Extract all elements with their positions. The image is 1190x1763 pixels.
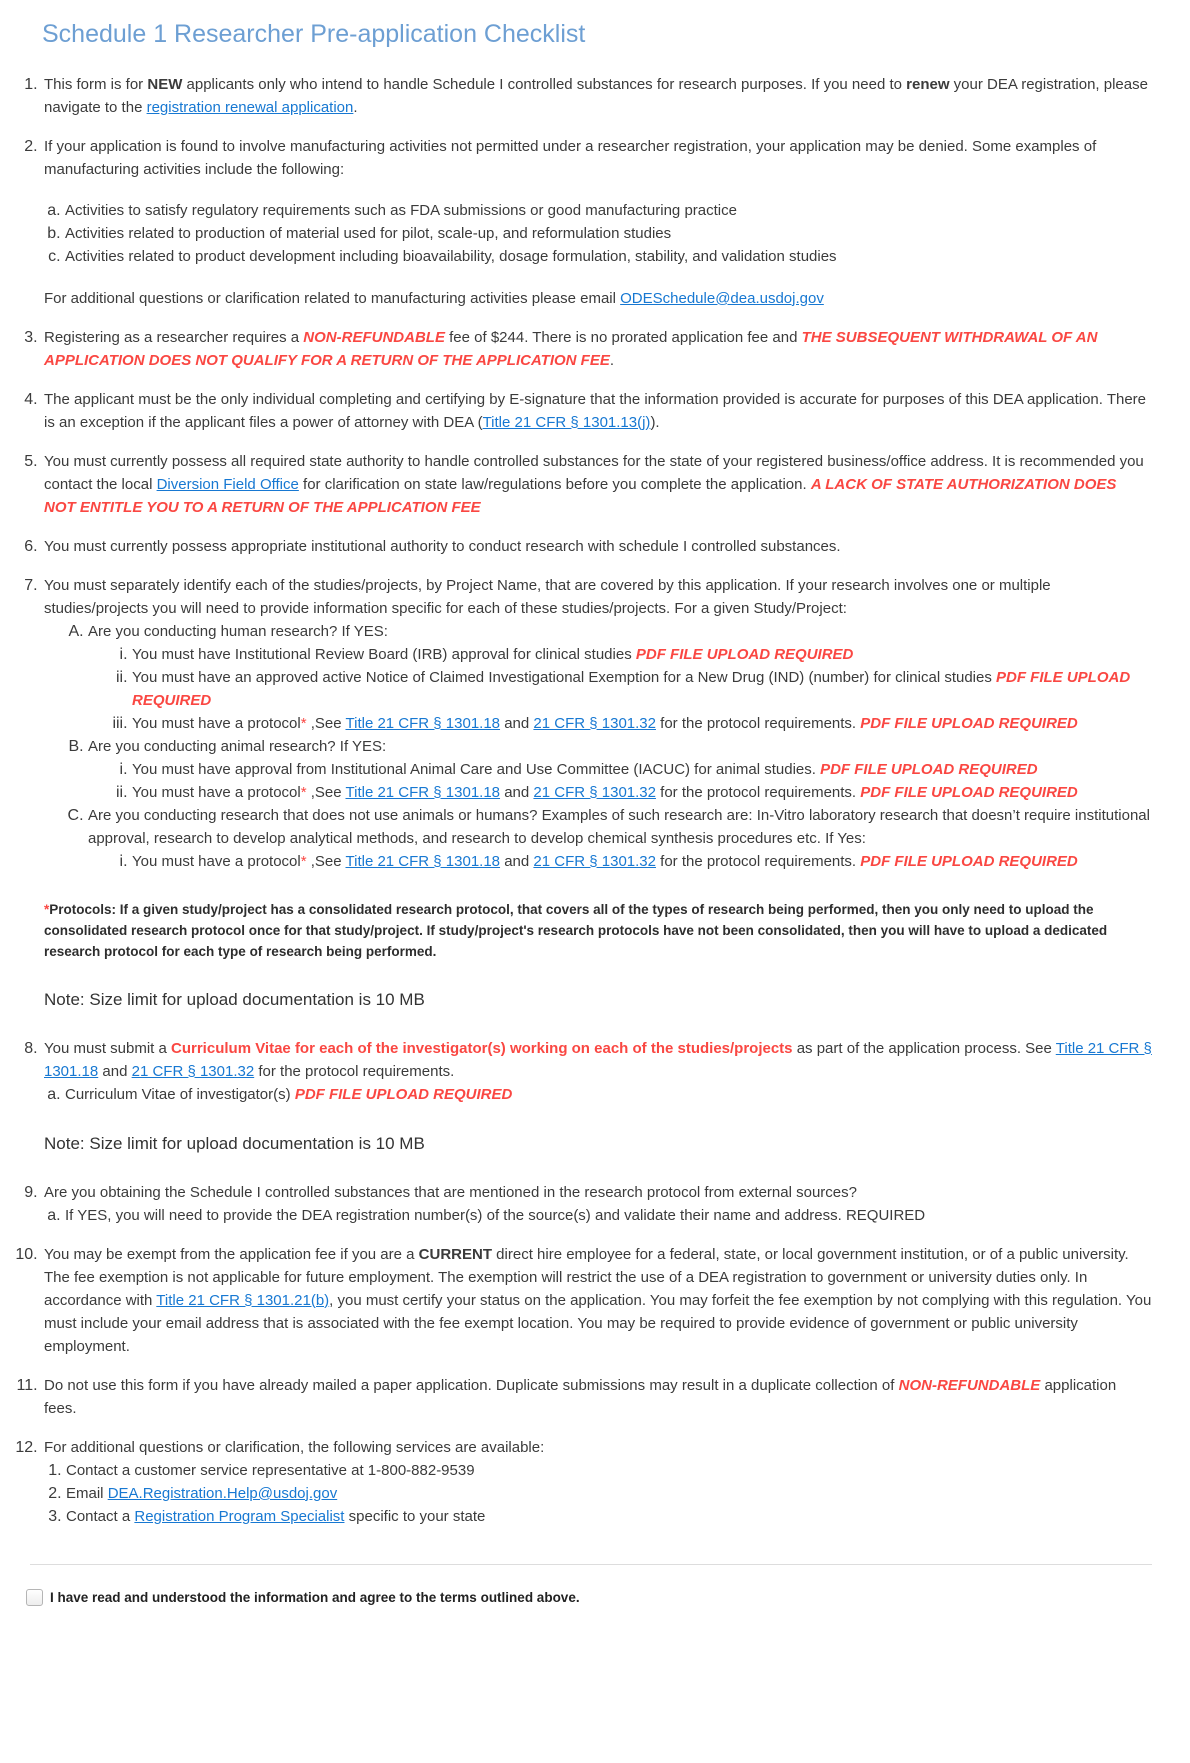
- upload-size-note-1: Note: Size limit for upload documentation is 10 MB: [44, 989, 425, 1009]
- text-segment: Are you conducting research that does not use animals or humans? Examples of such research are: In-Vitro laboratory research that doesn’t require institutional approval, research to develop analytical methods, and research to develop chemical synthesis procedures etc. If Yes:: [88, 806, 1150, 847]
- text-segment: for the protocol requirements.: [655, 852, 861, 870]
- text-segment: and: [500, 714, 534, 732]
- text-segment: THE SUBSEQUENT WITHDRAWAL OF AN APPLICATION DOES NOT QUALIFY FOR A RETURN OF THE APPLICATION FEE: [44, 328, 1098, 369]
- text-segment: .: [609, 351, 615, 369]
- item-12-1: [66, 1459, 1152, 1482]
- manufacturing-contact-text: [44, 287, 1152, 310]
- cfr-1301-18-link[interactable]: Title 21 CFR § 1301.18: [345, 714, 501, 732]
- cfr-1301-32-link[interactable]: 21 CFR § 1301.32: [533, 714, 656, 732]
- text-segment: Are you conducting animal research? If YES:: [88, 737, 387, 755]
- text-segment: ,See: [306, 714, 346, 732]
- research-type-list: [44, 620, 1152, 873]
- text-segment: You must currently possess all required state authority to handle controlled substances for the state of your registered business/office address. It is recommended you contact the local: [44, 452, 1144, 493]
- text-segment: applicants only who intend to handle Schedule I controlled substances for research purposes. If you need to: [182, 75, 907, 93]
- text-segment: NEW: [147, 75, 183, 93]
- text-segment: .: [353, 98, 358, 116]
- text-segment: You must separately identify each of the studies/projects, by Project Name, that are covered by this application. If your research involves one or multiple studies/projects you will need to provide information specific for each of these studies/projects. For a given Study/Project:: [44, 576, 1051, 617]
- text-segment: your DEA registration, please navigate to the: [44, 75, 1148, 116]
- text-segment: NON-REFUNDABLE: [898, 1376, 1041, 1394]
- item-7A-ii-text: [132, 666, 1152, 712]
- text-segment: PDF FILE UPLOAD REQUIRED: [635, 645, 854, 663]
- item-2c: [65, 245, 1152, 268]
- text-segment: CURRENT: [418, 1245, 493, 1263]
- item-4-text: [44, 388, 1152, 434]
- item-7B-text: [88, 735, 1152, 758]
- external-sources-list: [44, 1204, 1152, 1227]
- text-segment: for the protocol requirements.: [655, 783, 861, 801]
- human-research-requirements: [88, 643, 1152, 735]
- text-segment: Curriculum Vitae for each of the investigator(s) working on each of the studies/projects: [171, 1039, 793, 1057]
- text-segment: PDF FILE UPLOAD REQUIRED: [820, 760, 1038, 778]
- checklist-item-9: [42, 1181, 1152, 1227]
- checklist-item-11: [42, 1374, 1152, 1420]
- text-segment: You must have a protocol: [132, 852, 301, 870]
- cfr-1301-32-link[interactable]: 21 CFR § 1301.32: [131, 1062, 255, 1080]
- item-9-text: [44, 1181, 1152, 1204]
- registration-program-specialist-link[interactable]: Registration Program Specialist: [134, 1507, 345, 1525]
- text-segment: renew: [906, 75, 950, 93]
- checklist-item-2: [42, 135, 1152, 310]
- item-2c-text: [65, 245, 1152, 268]
- item-7A: [88, 620, 1152, 735]
- page-title: Schedule 1 Researcher Pre-application Checklist: [42, 20, 586, 48]
- item-2a: [65, 199, 1152, 222]
- support-services-list: [44, 1459, 1152, 1528]
- item-12-3: [66, 1505, 1152, 1528]
- text-segment: Registering as a researcher requires a: [44, 328, 304, 346]
- text-segment: PDF FILE UPLOAD REQUIRED: [132, 668, 1131, 709]
- item-12-2-text: [66, 1482, 1152, 1505]
- item-7A-iii: [132, 712, 1152, 735]
- cfr-1301-18-link[interactable]: Title 21 CFR § 1301.18: [345, 852, 501, 870]
- text-segment: , you must certify your status on the application. You may forfeit the fee exemption by not complying with this regulation. You must include your email address that is associated with the fee exempt location. You may be required to provide evidence of government or public university employment.: [44, 1291, 1152, 1355]
- item-12-text: [44, 1436, 1152, 1459]
- text-segment: You must have an approved active Notice of Claimed Investigational Exemption for a New Drug (IND) (number) for clinical studies: [132, 668, 997, 686]
- item-7-text: [44, 574, 1152, 620]
- text-segment: *: [44, 901, 50, 917]
- cfr-1301-21b-link[interactable]: Title 21 CFR § 1301.21(b): [156, 1291, 330, 1309]
- upload-size-note-2: Note: Size limit for upload documentation is 10 MB: [44, 1133, 425, 1153]
- text-segment: ,See: [306, 852, 346, 870]
- checklist-item-6: [42, 535, 1152, 558]
- cfr-1301-18-link[interactable]: Title 21 CFR § 1301.18: [345, 783, 501, 801]
- manufacturing-examples-list: [44, 199, 1152, 268]
- cv-upload-list: [44, 1083, 1152, 1106]
- agreement-checkbox[interactable]: [26, 1589, 43, 1606]
- cfr-1301-13j-link[interactable]: Title 21 CFR § 1301.13(j): [482, 413, 651, 431]
- checklist-item-10: [42, 1243, 1152, 1358]
- text-segment: and: [500, 852, 534, 870]
- animal-research-requirements: [88, 758, 1152, 804]
- cfr-1301-32-link[interactable]: 21 CFR § 1301.32: [533, 783, 656, 801]
- item-2a-text: [65, 199, 1152, 222]
- checklist-item-1: [42, 73, 1152, 119]
- text-segment: This form is for: [44, 75, 148, 93]
- item-10-text: [44, 1243, 1152, 1358]
- item-7A-i-text: [132, 643, 1152, 666]
- text-segment: Activities related to product development including bioavailability, dosage formulation, stability, and validation studies: [65, 247, 837, 265]
- text-segment: *: [300, 714, 307, 732]
- item-7C-i-text: [132, 850, 1152, 873]
- item-12-2: [66, 1482, 1152, 1505]
- text-segment: You must have approval from Institutional Animal Care and Use Committee (IACUC) for animal studies.: [132, 760, 821, 778]
- item-7B: [88, 735, 1152, 804]
- text-segment: You must currently possess appropriate institutional authority to conduct research with schedule I controlled substances.: [44, 537, 841, 555]
- item-7A-i: [132, 643, 1152, 666]
- text-segment: Protocols: If a given study/project has a consolidated research protocol, that covers all of the types of research being performed, then you only need to upload the consolidated research protocol once for that study/project. If study/project's research protocols have not been consolidated, then you will have to upload a dedicated research protocol for each type of research being performed.: [44, 901, 1108, 959]
- item-9a: [65, 1204, 1152, 1227]
- text-segment: and: [98, 1062, 132, 1080]
- text-segment: specific to your state: [344, 1507, 486, 1525]
- text-segment: for the protocol requirements.: [655, 714, 861, 732]
- text-segment: The applicant must be the only individual completing and certifying by E-signature that the information provided is accurate for purposes of this DEA application. There is an exception if the applicant files a power of attorney with DEA (: [44, 390, 1147, 431]
- item-11-text: [44, 1374, 1152, 1420]
- item-12-3-text: [66, 1505, 1152, 1528]
- text-segment: Do not use this form if you have already mailed a paper application. Duplicate submissions may result in a duplicate collection of: [44, 1376, 899, 1394]
- text-segment: You may be exempt from the application fee if you are a: [44, 1245, 419, 1263]
- item-7A-text: [88, 620, 1152, 643]
- item-12-1-text: [66, 1459, 1152, 1482]
- odeschedule-email-link[interactable]: ODESchedule@dea.usdoj.gov: [620, 289, 824, 307]
- text-segment: You must submit a: [44, 1039, 172, 1057]
- cfr-1301-18-link[interactable]: Title 21 CFR § 1301.18: [44, 1039, 1152, 1080]
- checklist-item-5: [42, 450, 1152, 519]
- text-segment: PDF FILE UPLOAD REQUIRED: [294, 1085, 513, 1103]
- checklist: [30, 73, 1152, 1528]
- item-8a-text: [65, 1083, 1152, 1106]
- item-3-text: [44, 326, 1152, 372]
- item-7A-iii-text: [132, 712, 1152, 735]
- item-7B-ii-text: [132, 781, 1152, 804]
- checklist-item-12: [42, 1436, 1152, 1528]
- text-segment: *: [300, 852, 307, 870]
- text-segment: For additional questions or clarification related to manufacturing activities please email: [44, 289, 621, 307]
- text-segment: For additional questions or clarification, the following services are available:: [44, 1438, 545, 1456]
- text-segment: Contact a customer service representative at 1-800-882-9539: [66, 1461, 475, 1479]
- other-research-requirements: [88, 850, 1152, 873]
- dea-registration-help-email-link[interactable]: DEA.Registration.Help@usdoj.gov: [107, 1484, 338, 1502]
- item-7C-text: [88, 804, 1152, 850]
- text-segment: PDF FILE UPLOAD REQUIRED: [860, 852, 1078, 870]
- text-segment: for the protocol requirements.: [254, 1062, 455, 1080]
- item-1-text: [44, 73, 1152, 119]
- checklist-item-4: [42, 388, 1152, 434]
- agreement-label: I have read and understood the information and agree to the terms outlined above.: [50, 1589, 580, 1605]
- text-segment: and: [500, 783, 534, 801]
- text-segment: for clarification on state law/regulations before you complete the application.: [298, 475, 811, 493]
- text-segment: Are you obtaining the Schedule I controlled substances that are mentioned in the research protocol from external sources?: [44, 1183, 857, 1201]
- text-segment: You must have Institutional Review Board (IRB) approval for clinical studies: [132, 645, 636, 663]
- text-segment: fee of $244. There is no prorated application fee and: [444, 328, 802, 346]
- item-2b-text: [65, 222, 1152, 245]
- item-9a-text: [65, 1204, 1152, 1227]
- text-segment: ,See: [306, 783, 346, 801]
- text-segment: If YES, you will need to provide the DEA registration number(s) of the source(s) and validate their name and address. REQUIRED: [65, 1206, 926, 1224]
- text-segment: If your application is found to involve manufacturing activities not permitted under a researcher registration, your application may be denied. Some examples of manufacturing activities include the following:: [44, 137, 1097, 178]
- registration-renewal-link[interactable]: registration renewal application: [146, 98, 354, 116]
- text-segment: You must have a protocol: [132, 783, 301, 801]
- checklist-item-3: [42, 326, 1152, 372]
- text-segment: Activities related to production of material used for pilot, scale-up, and reformulation studies: [65, 224, 672, 242]
- text-segment: *: [300, 783, 307, 801]
- item-8-text: [44, 1037, 1152, 1083]
- text-segment: ).: [650, 413, 660, 431]
- text-segment: Curriculum Vitae of investigator(s): [65, 1085, 295, 1103]
- text-segment: Email: [66, 1484, 108, 1502]
- item-7C: [88, 804, 1152, 873]
- agreement-row: [26, 1589, 1152, 1606]
- item-7C-i: [132, 850, 1152, 873]
- text-segment: as part of the application process. See: [792, 1039, 1056, 1057]
- text-segment: Contact a: [66, 1507, 135, 1525]
- item-5-text: [44, 450, 1152, 519]
- protocols-footnote: [44, 899, 1152, 962]
- item-7A-ii: [132, 666, 1152, 712]
- text-segment: A LACK OF STATE AUTHORIZATION DOES NOT ENTITLE YOU TO A RETURN OF THE APPLICATION FEE: [44, 475, 1117, 516]
- item-2b: [65, 222, 1152, 245]
- text-segment: NON-REFUNDABLE: [303, 328, 445, 346]
- diversion-field-office-link[interactable]: Diversion Field Office: [156, 475, 299, 493]
- item-8a: [65, 1083, 1152, 1106]
- item-6-text: [44, 535, 1152, 558]
- item-2-text: [44, 135, 1152, 181]
- text-segment: You must have a protocol: [132, 714, 301, 732]
- item-7B-i: [132, 758, 1152, 781]
- text-segment: PDF FILE UPLOAD REQUIRED: [860, 783, 1078, 801]
- divider: [30, 1564, 1152, 1565]
- cfr-1301-32-link[interactable]: 21 CFR § 1301.32: [533, 852, 656, 870]
- item-7B-i-text: [132, 758, 1152, 781]
- text-segment: Are you conducting human research? If YES:: [88, 622, 388, 640]
- checklist-item-8: [42, 1037, 1152, 1155]
- text-segment: direct hire employee for a federal, state, or local government institution, or of a public university. The fee exemption is not applicable for future employment. The exemption will restrict the use of a DEA registration to government or university duties only. In accordance with: [44, 1245, 1129, 1309]
- text-segment: application fees.: [44, 1376, 1117, 1417]
- item-7B-ii: [132, 781, 1152, 804]
- text-segment: PDF FILE UPLOAD REQUIRED: [860, 714, 1078, 732]
- text-segment: Activities to satisfy regulatory requirements such as FDA submissions or good manufacturing practice: [65, 201, 737, 219]
- checklist-item-7: [42, 574, 1152, 1011]
